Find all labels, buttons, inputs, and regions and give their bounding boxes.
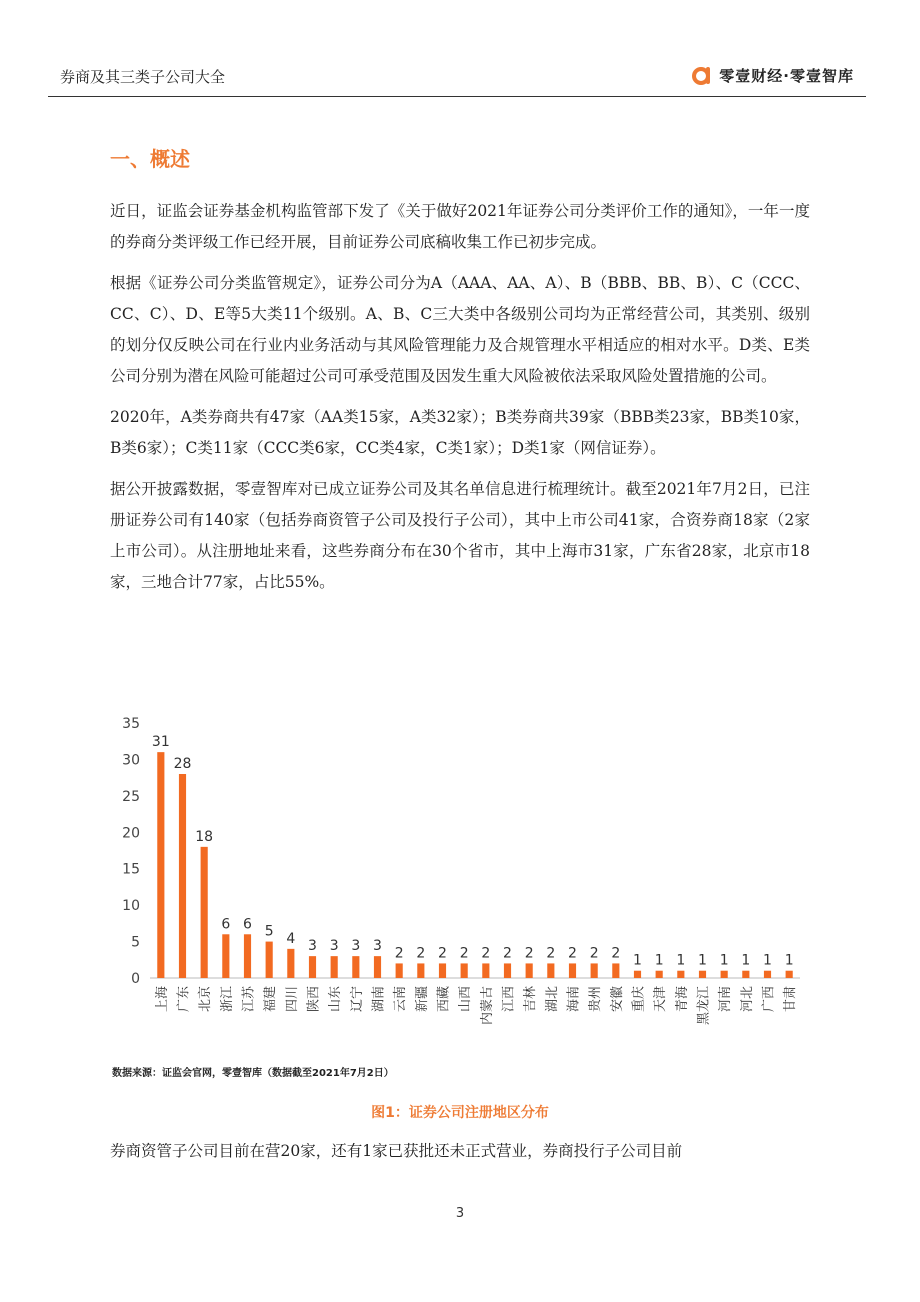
page-number: 3 [455,1206,465,1221]
bar [244,934,251,978]
paragraph-4: 据公开披露数据，零壹智库对已成立证券公司及其名单信息进行梳理统计。截至2021年7月2日，已注册证券公司有140家（包括券商资管子公司及投行子公司），其中上市公司41家，合资券商18家（2家上市公司）。从注册地址来看，这些券商分布在30个省市，其中上海市31家，广东省28家，北京市18家，三地合计77家，占比55%。 [110,480,810,591]
category-label: 天津 [653,986,669,1013]
bar [591,963,598,978]
data-label: 2 [481,945,491,962]
data-label: 1 [784,952,794,969]
data-label: 2 [438,945,447,962]
category-label: 海南 [566,986,582,1013]
data-label: 1 [719,952,729,969]
category-label: 湖北 [544,986,560,1013]
y-tick-label: 30 [122,752,140,769]
category-label: 河南 [718,986,734,1013]
bar [439,963,446,978]
bar [504,963,511,978]
data-label: 3 [308,938,317,955]
paragraph-5: 券商资管子公司目前在营20家，还有1家已获批还未正式营业，券商投行子公司目前 [110,1142,683,1160]
paragraph-2: 根据《证券公司分类监管规定》，证券公司分为A（AAA、AA、A）、B（BBB、BB、B）、C（CCC、CC、C）、D、E等5大类11个级别。A、B、C三大类中各级别公司均为正常经营公司，其类别、级别的划分仅反映公司在行业内业务活动与其风险管理能力及合规管理水平相适应的相对水平。D类、E类公司分别为潜在风险可能超过公司可承受范围及因发生重大风险被依法采取风险处置措施的公司。 [110,274,810,385]
bar [374,956,381,978]
bar [331,956,338,978]
category-label: 安徽 [609,986,625,1013]
data-label: 2 [503,945,512,962]
category-label: 湖南 [371,986,387,1013]
bar [266,942,273,978]
bar [656,971,663,978]
y-tick-label: 15 [122,861,140,878]
data-label: 2 [459,945,469,962]
category-label: 广西 [761,986,777,1013]
data-label: 3 [351,938,361,955]
data-label: 2 [524,945,534,962]
category-label: 江西 [501,986,517,1013]
data-label: 4 [286,930,296,947]
bar [786,971,793,978]
bar-chart [108,705,808,1045]
bar [526,963,533,978]
paragraph-1: 近日，证监会证券基金机构监管部下发了《关于做好2021年证券公司分类评价工作的通知》，一年一度的券商分类评级工作已经开展，目前证券公司底稿收集工作已初步完成。 [110,202,810,251]
data-label: 2 [416,945,426,962]
bar [612,963,619,978]
category-label: 重庆 [631,986,647,1013]
category-label: 青海 [674,986,690,1013]
category-label: 西藏 [436,986,452,1013]
data-label: 1 [676,952,686,969]
category-label: 山东 [328,986,344,1013]
y-tick-label: 10 [122,898,140,915]
data-label: 31 [151,734,170,751]
registration-region-chart [108,705,808,1045]
category-label: 吉林 [523,986,539,1013]
bar [721,971,728,978]
bar [352,956,359,978]
bar [179,774,186,978]
data-label: 2 [546,945,556,962]
category-label: 广东 [176,986,192,1013]
section-title: 一、概述 [110,147,190,171]
data-label: 1 [698,952,707,969]
data-label: 6 [221,916,231,933]
data-label: 2 [611,945,621,962]
category-label: 新疆 [414,986,430,1013]
data-label: 1 [741,952,751,969]
figure-source: 数据来源：证监会官网，零壹智库（数据截至2021年7月2日） [112,1068,394,1079]
category-label: 甘肃 [783,986,799,1013]
data-label: 6 [243,916,252,933]
bar [634,971,641,978]
category-label: 河北 [739,986,755,1013]
category-label: 辽宁 [349,986,365,1013]
bar [677,971,684,978]
body-text [110,196,810,608]
bar [461,963,468,978]
brand [691,64,854,86]
category-label: 山西 [458,986,474,1013]
bar [201,847,208,978]
y-tick-label: 35 [122,716,140,732]
data-label: 28 [173,756,192,772]
data-label: 1 [654,952,664,969]
y-tick-label: 20 [122,825,140,842]
y-tick-label: 5 [131,934,140,951]
data-label: 5 [264,923,274,940]
data-label: 3 [373,938,382,955]
category-label: 贵州 [588,986,604,1013]
bar [742,971,749,978]
category-label: 黑龙江 [696,986,712,1026]
category-label: 北京 [198,986,214,1013]
brand-logo-icon [691,64,713,86]
bar [222,934,229,978]
doc-title: 券商及其三类子公司大全 [60,68,226,86]
bar [482,963,489,978]
category-label: 云南 [393,986,409,1013]
category-label: 上海 [154,986,170,1013]
bar [396,963,403,978]
bar [309,956,316,978]
category-label: 江苏 [241,986,257,1013]
category-label: 内蒙古 [479,986,495,1026]
category-label: 浙江 [219,986,235,1013]
category-label: 陕西 [306,986,322,1013]
figure-caption: 图1：证券公司注册地区分布 [371,1105,549,1121]
category-label: 福建 [263,986,279,1013]
category-label: 四川 [284,986,300,1013]
page-header [48,58,866,97]
bar [569,963,576,978]
brand-name: 零壹财经·零壹智库 [719,66,854,85]
data-label: 2 [568,945,577,962]
y-tick-label: 0 [131,971,140,987]
data-label: 18 [195,828,214,845]
data-label: 2 [589,945,599,962]
data-label: 2 [394,945,404,962]
paragraph-3: 2020年，A类券商共有47家（AA类15家，A类32家）；B类券商共39家（BBB类23家，BB类10家，B类6家）；C类11家（CCC类6家，CC类4家，C类1家）；D类1家（网信证券）。 [110,408,810,457]
bar [157,752,164,978]
data-label: 1 [633,952,642,969]
bar [287,949,294,978]
y-tick-label: 25 [122,788,140,805]
bar [547,963,554,978]
data-label: 3 [329,938,339,955]
bar [417,963,424,978]
bar [764,971,771,978]
bar [699,971,706,978]
data-label: 1 [763,952,772,969]
